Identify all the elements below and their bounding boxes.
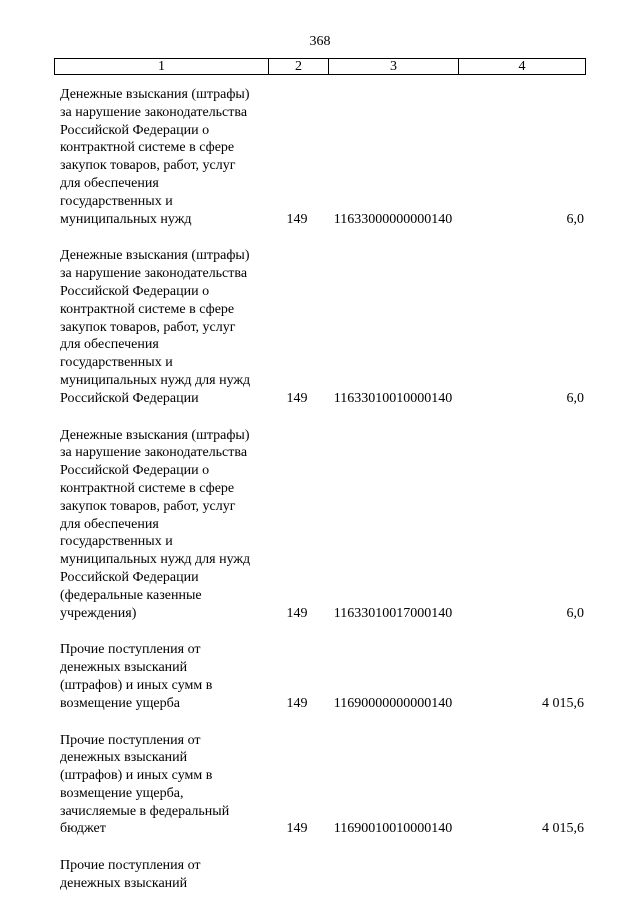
table-row [54, 86, 586, 228]
budget-classification-code: 11633010017000140 [333, 605, 453, 621]
row-description [60, 641, 266, 712]
description-line: закупок товаров, работ, услуг [60, 158, 236, 174]
description-line: за нарушение законодательства [60, 445, 248, 461]
table-header [54, 58, 586, 75]
description-line: Денежные взыскания (штрафы) [60, 87, 250, 102]
amount: 6,0 [566, 211, 584, 227]
table-body [54, 86, 586, 912]
page-number: 368 [309, 34, 331, 49]
description-line: муниципальных нужд [60, 211, 192, 227]
amount: 6,0 [566, 605, 584, 621]
admin-code: 149 [286, 211, 308, 227]
description-line: Российской Федерации о [60, 122, 210, 138]
description-line: (штрафов) и иных сумм в [60, 677, 213, 693]
admin-code: 149 [286, 605, 308, 621]
description-line: контрактной системе в сфере [60, 140, 235, 156]
description-line: учреждения) [60, 605, 137, 621]
table-row [54, 641, 586, 712]
description-line: денежных взысканий [60, 750, 188, 766]
description-line: для обеспечения [60, 175, 159, 191]
header-col-4: 4 [518, 59, 526, 74]
description-line: Денежные взыскания (штрафы) [60, 427, 250, 443]
row-description [60, 857, 266, 893]
description-line: для обеспечения [60, 516, 159, 532]
row-description [60, 247, 266, 407]
description-line: Прочие поступления от [60, 732, 201, 748]
description-line: возмещение ущерба [60, 695, 180, 711]
table-row [54, 857, 586, 893]
admin-code: 149 [286, 695, 308, 711]
description-line: государственных и [60, 534, 173, 550]
description-line: за нарушение законодательства [60, 266, 248, 282]
description-line: закупок товаров, работ, услуг [60, 319, 236, 335]
row-description [60, 86, 266, 228]
description-line: Российской Федерации [60, 390, 199, 406]
description-line: (федеральные казенные [60, 587, 202, 603]
description-line: бюджет [60, 821, 106, 837]
description-line: Российской Федерации о [60, 463, 210, 479]
table-row [54, 427, 586, 623]
description-line: для обеспечения [60, 337, 159, 353]
description-line: государственных и [60, 355, 173, 371]
description-line: за нарушение законодательства [60, 104, 248, 120]
admin-code: 149 [286, 821, 308, 837]
row-description [60, 427, 266, 623]
description-line: Российской Федерации [60, 569, 199, 585]
header-col-2: 2 [269, 59, 329, 74]
budget-classification-code: 11690010010000140 [333, 821, 453, 837]
description-line: контрактной системе в сфере [60, 301, 235, 317]
description-line: денежных взысканий [60, 660, 188, 676]
admin-code: 149 [286, 390, 308, 406]
amount: 4 015,6 [542, 821, 584, 837]
budget-classification-code: 11633000000000140 [333, 211, 453, 227]
description-line: муниципальных нужд для нужд [60, 372, 251, 388]
budget-classification-code: 11690000000000140 [333, 695, 453, 711]
amount: 4 015,6 [542, 695, 584, 711]
description-line: контрактной системе в сфере [60, 480, 235, 496]
description-line: зачисляемые в федеральный [60, 803, 230, 819]
description-line: государственных и [60, 193, 173, 209]
budget-classification-code: 11633010010000140 [333, 390, 453, 406]
description-line: Денежные взыскания (штрафы) [60, 248, 250, 264]
header-col-3: 3 [329, 59, 459, 74]
table-row [54, 247, 586, 407]
row-description [60, 732, 266, 839]
description-line: возмещение ущерба, [60, 785, 184, 801]
amount: 6,0 [566, 390, 584, 406]
description-line: (штрафов) и иных сумм в [60, 768, 213, 784]
description-line: Прочие поступления от [60, 642, 201, 658]
header-col-1: 1 [55, 59, 269, 74]
description-line: денежных взысканий [60, 876, 188, 892]
description-line: муниципальных нужд для нужд [60, 552, 251, 568]
description-line: Российской Федерации о [60, 283, 210, 299]
table-row [54, 732, 586, 839]
description-line: закупок товаров, работ, услуг [60, 498, 236, 514]
description-line: Прочие поступления от [60, 858, 201, 874]
